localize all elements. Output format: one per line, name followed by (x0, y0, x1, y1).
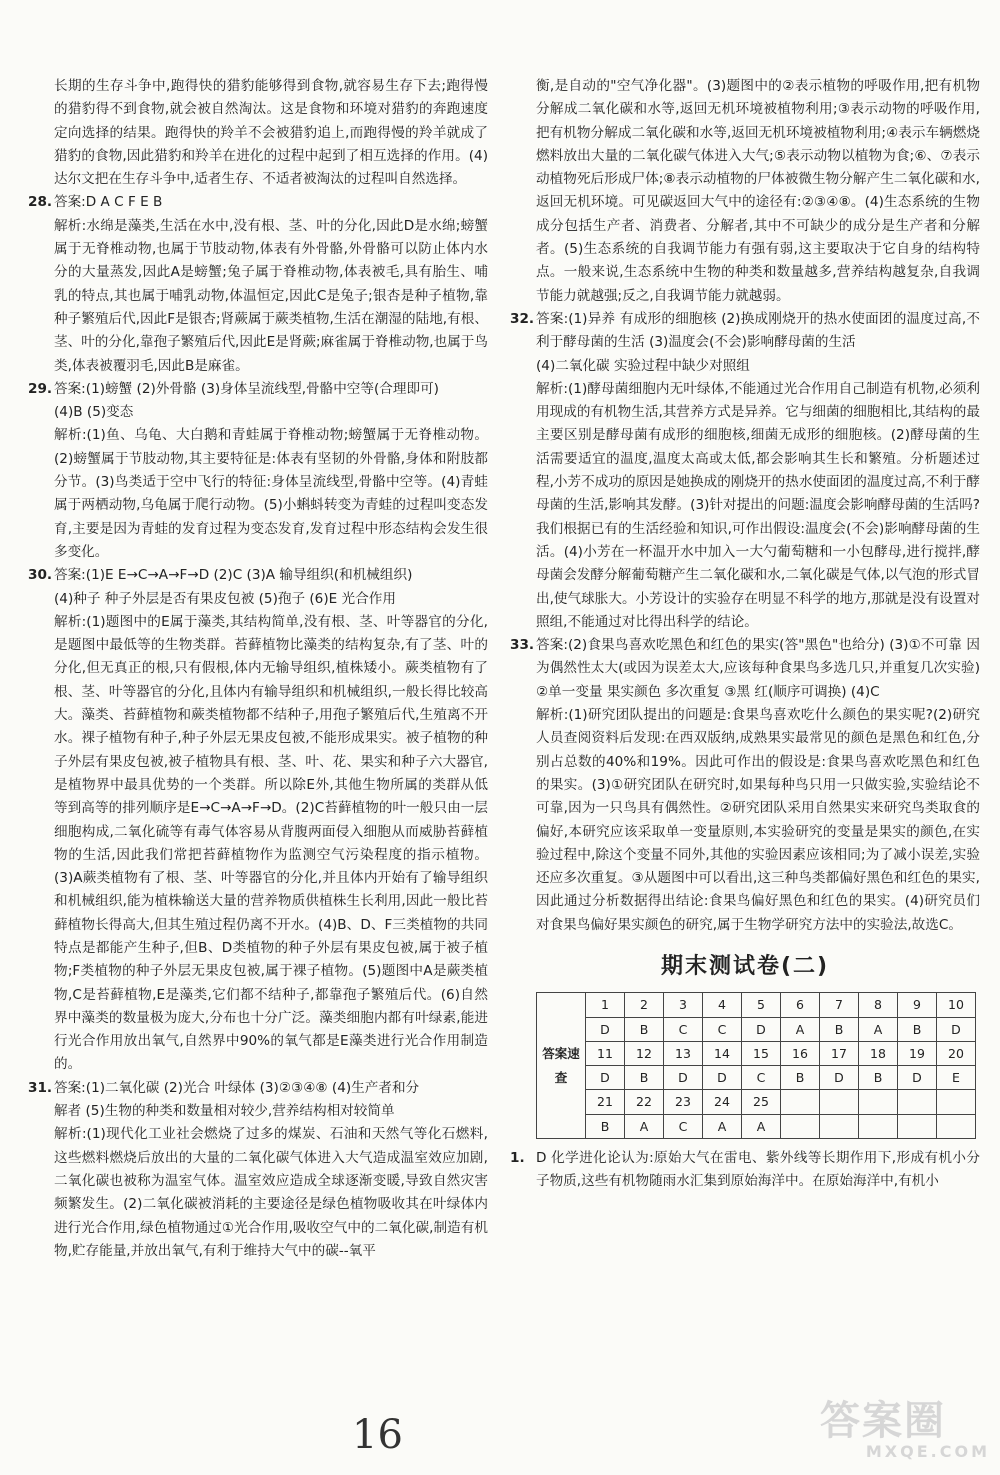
question-30 (28, 564, 488, 1077)
q27-continuation: 长期的生存斗争中,跑得快的猎豹能够得到食物,就容易生存下去;跑得慢的猎豹得不到食物,就会被自然淘汰。这是食物和环境对猎豹的奔跑速度定向选择的结果。跑得快的羚羊不会被猎豹追上,而跑得慢的羚羊就成了猎豹的食物,因此猎豹和羚羊在进化的过程中起到了相互选择的作用。(4)达尔文把在生存斗争中,适者生存、不适者被淘汰的过程叫自然选择。 (54, 78, 488, 188)
answer-text: 答案:(1)二氧化碳 (2)光合 叶绿体 (3)②③④⑧ (4)生产者和分 (54, 1079, 420, 1096)
table-cell: D (820, 1066, 859, 1090)
table-cell (898, 1090, 937, 1114)
table-cell (781, 1114, 820, 1138)
question-number: 28. (28, 194, 53, 211)
table-cell (859, 1090, 898, 1114)
answer-text-2: (4)B (5)变态 (54, 404, 134, 421)
table-cell: A (781, 1017, 820, 1041)
table-cell (937, 1114, 976, 1138)
section-title: 期末测试卷(二) (660, 953, 830, 979)
table-cell: C (664, 1114, 703, 1138)
table-cell: B (898, 1017, 937, 1041)
answer-table-label: 答案速查 (537, 993, 586, 1139)
left-column (28, 75, 488, 1263)
table-cell: 9 (898, 993, 937, 1017)
table-cell (859, 1114, 898, 1138)
analysis-text: 解析:(1)题图中的E属于藻类,其结构简单,没有根、茎、叶等器官的分化,是题图中最低等的生物类群。苔藓植物比藻类的结构复杂,有了茎、叶的分化,但无真正的根,只有假根,体内无输导组织,植株矮小。蕨类植物有了根、茎、叶等器官的分化,且体内有输导组织和机械组织,一般长得比较高大。藻类、苔藓植物和蕨类植物都不结种子,用孢子繁殖后代,生殖离不开水。裸子植物有种子,种子外层无果皮包被,不能形成果实。被子植物的种子外层有果皮包被,被子植物具有根、茎、叶、花、果实和种子六大器官,是植物界中最具优势的一个类群。所以除E外,其他生物所属的类群从低等到高等的排列顺序是E→C→A→F→D。(2)C苔藓植物的叶一般只由一层细胞构成,二氧化硫等有毒气体容易从背腹两面侵入细胞从而威胁苔藓植物的生活,因此我们常把苔藓植物作为监测空气污染程度的指示植物。(3)A蕨类植物有了根、茎、叶等器官的分化,并且体内开始有了输导组织和机械组织,能为植株输送大量的营养物质供植株生长利用,因此一般比苔藓植物长得高大,但其生殖过程仍离不开水。(4)B、D、F三类植物的共同特点是都能产生种子,但B、D类植物的种子外层有果皮包被,属于被子植物;F类植物的种子外层无果皮包被,属于裸子植物。(5)题图中A是蕨类植物,C是苔藓植物,E是藻类,它们都不结种子,都靠孢子繁殖后代。(6)自然界中藻类的数量极为庞大,分布也十分广泛。藻类细胞内都有叶绿素,能进行光合作用放出氧气,自然界中90%的氧气都是E藻类进行光合作用制造的。 (54, 613, 488, 1073)
table-cell: 25 (742, 1090, 781, 1114)
table-cell: 11 (586, 1041, 625, 1065)
question-number: 30. (28, 567, 53, 584)
analysis-text: 解析:(1)鱼、乌龟、大白鹅和青蛙属于脊椎动物;螃蟹属于无脊椎动物。(2)螃蟹属于节肢动物,其主要特征是:体表有坚韧的外骨骼,身体和附肢都分节。(3)鸟类适于空中飞行的特征:身体呈流线型,骨骼中空等。(4)青蛙属于两栖动物,乌龟属于爬行动物。(5)小蝌蚪转变为青蛙的过程叫变态发育,主要是因为青蛙的发育过程为变态发育,发育过程中形态结构会发生很多变化。 (54, 427, 488, 560)
table-cell: 20 (937, 1041, 976, 1065)
table-cell: C (742, 1066, 781, 1090)
answer-text-2: 解者 (5)生物的种类和数量相对较少,营养结构相对较简单 (54, 1103, 395, 1120)
table-cell: C (664, 1017, 703, 1041)
table-cell (820, 1090, 859, 1114)
page-number: 16 (352, 1412, 403, 1458)
analysis-text: 解析:(1)研究团队提出的问题是:食果鸟喜欢吃什么颜色的果实呢?(2)研究人员查阅资料后发现:在西双版纳,成熟果实最常见的颜色是黑色和红色,分别占总数的40%和19%。因此可作出的假设是:食果鸟喜欢吃黑色和红色的果实。(3)①研究团队在研究时,如果每种鸟只用一只做实验,实验结论不可靠,因为一只鸟具有偶然性。②研究团队采用自然果实来研究鸟类取食的偏好,本研究应该采取单一变量原则,本实验研究的变量是果实的颜色,在实验过程中,除这个变量不同外,其他的实验因素应该相同;为了减小误差,实验还应多次重复。③从题图中可以看出,这三种鸟类都偏好黑色和红色的果实,因此通过分析数据得出结论:食果鸟偏好黑色和红色的果实。(4)研究员们对食果鸟偏好果实颜色的研究,属于生物学研究方法中的实验法,故选C。 (536, 707, 980, 933)
table-cell: 5 (742, 993, 781, 1017)
table-cell: B (820, 1017, 859, 1041)
question-32 (510, 308, 980, 634)
watermark-text: 答案圈 (820, 1398, 946, 1444)
table-cell: B (586, 1114, 625, 1138)
table-cell (781, 1090, 820, 1114)
table-cell: 22 (625, 1090, 664, 1114)
answer-table (536, 992, 976, 1139)
table-cell: 19 (898, 1041, 937, 1065)
answer-text: 答案:D A C F E B (54, 194, 163, 211)
table-cell: 13 (664, 1041, 703, 1065)
table-cell: 7 (820, 993, 859, 1017)
answer-text: 答案:(1)异养 有成形的细胞核 (2)换成刚烧开的热水使面团的温度过高,不利于酵母菌的生活 (3)温度会(不会)影响酵母菌的生活 (536, 310, 980, 351)
table-cell: 18 (859, 1041, 898, 1065)
table-cell: 12 (625, 1041, 664, 1065)
table-cell: B (781, 1066, 820, 1090)
analysis-text: 解析:(1)现代化工业社会燃烧了过多的煤炭、石油和天然气等化石燃料,这些燃料燃烧后放出的大量的二氧化碳气体进入大气造成温室效应加剧,二氧化碳也被称为温室气体。温室效应造成全球逐渐变暖,导致自然灾害频繁发生。(2)二氧化碳被消耗的主要途径是绿色植物吸收其在叶绿体内进行光合作用,绿色植物通过①光合作用,吸收空气中的二氧化碳,制造有机物,贮存能量,并放出氧气,有利于维持大气中的碳--氧平 (54, 1126, 488, 1259)
table-cell: 23 (664, 1090, 703, 1114)
table-cell: B (625, 1066, 664, 1090)
watermark-url: MXQE.COM (865, 1442, 990, 1461)
q31-continuation: 衡,是自动的"空气净化器"。(3)题图中的②表示植物的呼吸作用,把有机物分解成二氧化碳和水等,返回无机环境被植物利用;③表示动物的呼吸作用,把有机物分解成二氧化碳和水等,返回无机环境被植物利用;④表示车辆燃烧燃料放出大量的二氧化碳气体进入大气;⑤表示动物以植物为食;⑥、⑦表示动植物死后形成尸体;⑧表示动植物的尸体被微生物分解产生二氧化碳和水,返回无机环境。可见碳返回大气中的途径有:②③④⑧。(4)生态系统的生物成分包括生产者、消费者、分解者,其中不可缺少的成分是生产者和分解者。(5)生态系统的自我调节能力有强有弱,这主要取决于它自身的结构特点。一般来说,生态系统中生物的种类和数量越多,营养结构越复杂,自我调节能力就越强;反之,自我调节能力就越弱。 (536, 78, 980, 304)
table-cell: 6 (781, 993, 820, 1017)
table-cell: 4 (703, 993, 742, 1017)
table-cell (820, 1114, 859, 1138)
table-cell: D (586, 1066, 625, 1090)
table-cell: D (898, 1066, 937, 1090)
question-33 (510, 634, 980, 937)
table-cell: 1 (586, 993, 625, 1017)
answer-text: 答案:(2)食果鸟喜欢吃黑色和红色的果实(答"黑色"也给分) (3)①不可靠 因为偶然性太大(或因为误差太大,应该每种食果鸟多选几只,并重复几次实验) ②单一变量 果实颜色 多次重复 ③黑 红(顺序可调换) (4)C (536, 637, 980, 700)
table-cell: B (625, 1017, 664, 1041)
table-cell: 16 (781, 1041, 820, 1065)
table-cell: D (664, 1066, 703, 1090)
table-cell: 14 (703, 1041, 742, 1065)
question-number: 32. (510, 310, 535, 327)
answer-text: 答案:(1)螃蟹 (2)外骨骼 (3)身体呈流线型,骨骼中空等(合理即可) (54, 380, 439, 397)
question-31 (28, 1077, 488, 1263)
table-cell: A (742, 1114, 781, 1138)
answer-text: D 化学进化论认为:原始大气在雷电、紫外线等长期作用下,形成有机小分子物质,这些有机物随雨水汇集到原始海洋中。在原始海洋中,有机小 (536, 1150, 980, 1190)
analysis-text: 解析:(1)酵母菌细胞内无叶绿体,不能通过光合作用自己制造有机物,必须利用现成的有机物生活,其营养方式是异养。它与细菌的细胞相比,其结构的最主要区别是酵母菌有成形的细胞核,细菌无成形的细胞核。(2)酵母菌的生活需要适宜的温度,温度太高或太低,都会影响其生长和繁殖。分析题述过程,小芳不成功的原因是她换成的刚烧开的热水使面团的温度过高,不利于酵母菌的生活,影响其发酵。(3)针对提出的问题:温度会影响酵母菌的生活吗?我们根据已有的生活经验和知识,可作出假设:温度会(不会)影响酵母菌的生活。(4)小芳在一杯温开水中加入一大勺葡萄糖和一小包酵母,进行搅拌,酵母菌会发酵分解葡萄糖产生二氧化碳和水,二氧化碳是气体,以气泡的形式冒出,使气球胀大。小芳设计的实验存在明显不科学的地方,那就是没有设置对照组,不能通过对比得出科学的结论。 (536, 380, 980, 630)
question-29 (28, 378, 488, 564)
question-number: 1. (510, 1150, 525, 1167)
table-cell: 15 (742, 1041, 781, 1065)
table-cell: A (625, 1114, 664, 1138)
table-cell: D (586, 1017, 625, 1041)
table-cell (937, 1090, 976, 1114)
table-cell: D (937, 1017, 976, 1041)
table-cell: E (937, 1066, 976, 1090)
table-cell: 17 (820, 1041, 859, 1065)
answer-text-2: (4)种子 种子外层是否有果皮包被 (5)孢子 (6)E 光合作用 (54, 590, 396, 607)
right-column (510, 75, 980, 1194)
table-cell: A (703, 1114, 742, 1138)
watermark-logo (820, 1400, 990, 1465)
table-cell: A (859, 1017, 898, 1041)
analysis-text: 解析:水绵是藻类,生活在水中,没有根、茎、叶的分化,因此D是水绵;螃蟹属于无脊椎动物,也属于节肢动物,体表有外骨骼,外骨骼可以防止体内水分的大量蒸发,因此A是螃蟹;兔子属于脊椎动物,体表被毛,具有胎生、哺乳的特点,其也属于哺乳动物,体温恒定,因此C是兔子;银杏是种子植物,靠种子繁殖后代,因此F是银杏;肾蕨属于蕨类植物,生活在潮湿的陆地,有根、茎、叶的分化,靠孢子繁殖后代,因此E是肾蕨;麻雀属于脊椎动物,也属于鸟类,体表被覆羽毛,因此B是麻雀。 (54, 217, 488, 374)
question-number: 29. (28, 380, 53, 397)
answer-text-2: (4)二氧化碳 实验过程中缺少对照组 (536, 357, 750, 374)
table-cell: 10 (937, 993, 976, 1017)
table-cell: 3 (664, 993, 703, 1017)
table-cell: 2 (625, 993, 664, 1017)
table-cell: 8 (859, 993, 898, 1017)
table-cell: D (742, 1017, 781, 1041)
question-1 (510, 1147, 980, 1194)
answer-text: 答案:(1)E E→C→A→F→D (2)C (3)A 输导组织(和机械组织) (54, 567, 413, 584)
question-28 (28, 191, 488, 377)
question-number: 31. (28, 1079, 53, 1096)
table-cell (898, 1114, 937, 1138)
table-cell: 24 (703, 1090, 742, 1114)
table-cell: C (703, 1017, 742, 1041)
table-cell: D (703, 1066, 742, 1090)
question-number: 33. (510, 637, 535, 654)
table-cell: B (859, 1066, 898, 1090)
table-cell: 21 (586, 1090, 625, 1114)
